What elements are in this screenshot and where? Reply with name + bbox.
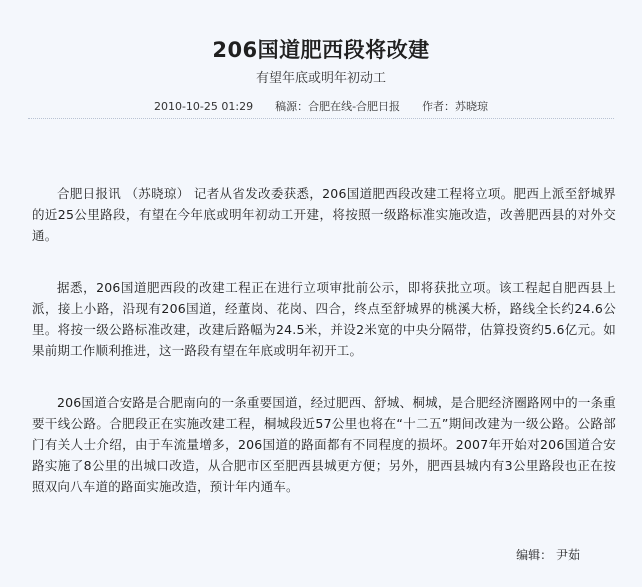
article-paragraph-1: 合肥日报讯 （苏晓琼） 记者从省发改委获悉，206国道肥西段改建工程将立项。肥西上派至舒城界的近25公里路段，有望在今年底或明年初动工开建，将按照一级路标准实施改造，改善肥西县的对外交通。	[32, 185, 616, 243]
article-author: 作者：苏晓琼	[422, 100, 489, 113]
meta-divider	[28, 118, 614, 119]
article-subtitle: 有望年底或明年初动工	[255, 71, 386, 86]
article-paragraph-3: 206国道合安路是合肥南向的一条重要国道，经过肥西、舒城、桐城，是合肥经济圈路网中的一条重要干线公路。合肥段正在实施改建工程，桐城段近57公里也将在“十二五”期间改建为一级公路。公路部门有关人士介绍，由于车流量增多，206国道的路面都有不同程度的损坏。2007年开始对206国道合安路实施了8公里的出城口改造，从合肥市区至肥西县城更方便；另外，肥西县城内有3公里路段也正在按照双向八车道的路面实施改造，预计年内通车。	[32, 394, 616, 494]
article-paragraph-2: 据悉，206国道肥西段的改建工程正在进行立项审批前公示，即将获批立项。该工程起自肥西县上派，接上小路，沿现有206国道，经董岗、花岗、四合，终点至舒城界的桃溪大桥，路线全长约24.6公里。将按一级公路标准改建，改建后路幅为24.5米，并设2米宽的中央分隔带，估算投资约5.6亿元。如果前期工作顺利推进，这一路段有望在年底或明年初开工。	[32, 279, 616, 358]
article-source: 稿源：合肥在线-合肥日报	[275, 100, 401, 113]
article-editor: 编辑： 尹茹	[516, 548, 580, 562]
article-meta	[0, 98, 642, 114]
article-title: 206国道肥西段将改建	[212, 38, 430, 62]
publish-datetime: 2010-10-25 01:29	[153, 100, 254, 113]
